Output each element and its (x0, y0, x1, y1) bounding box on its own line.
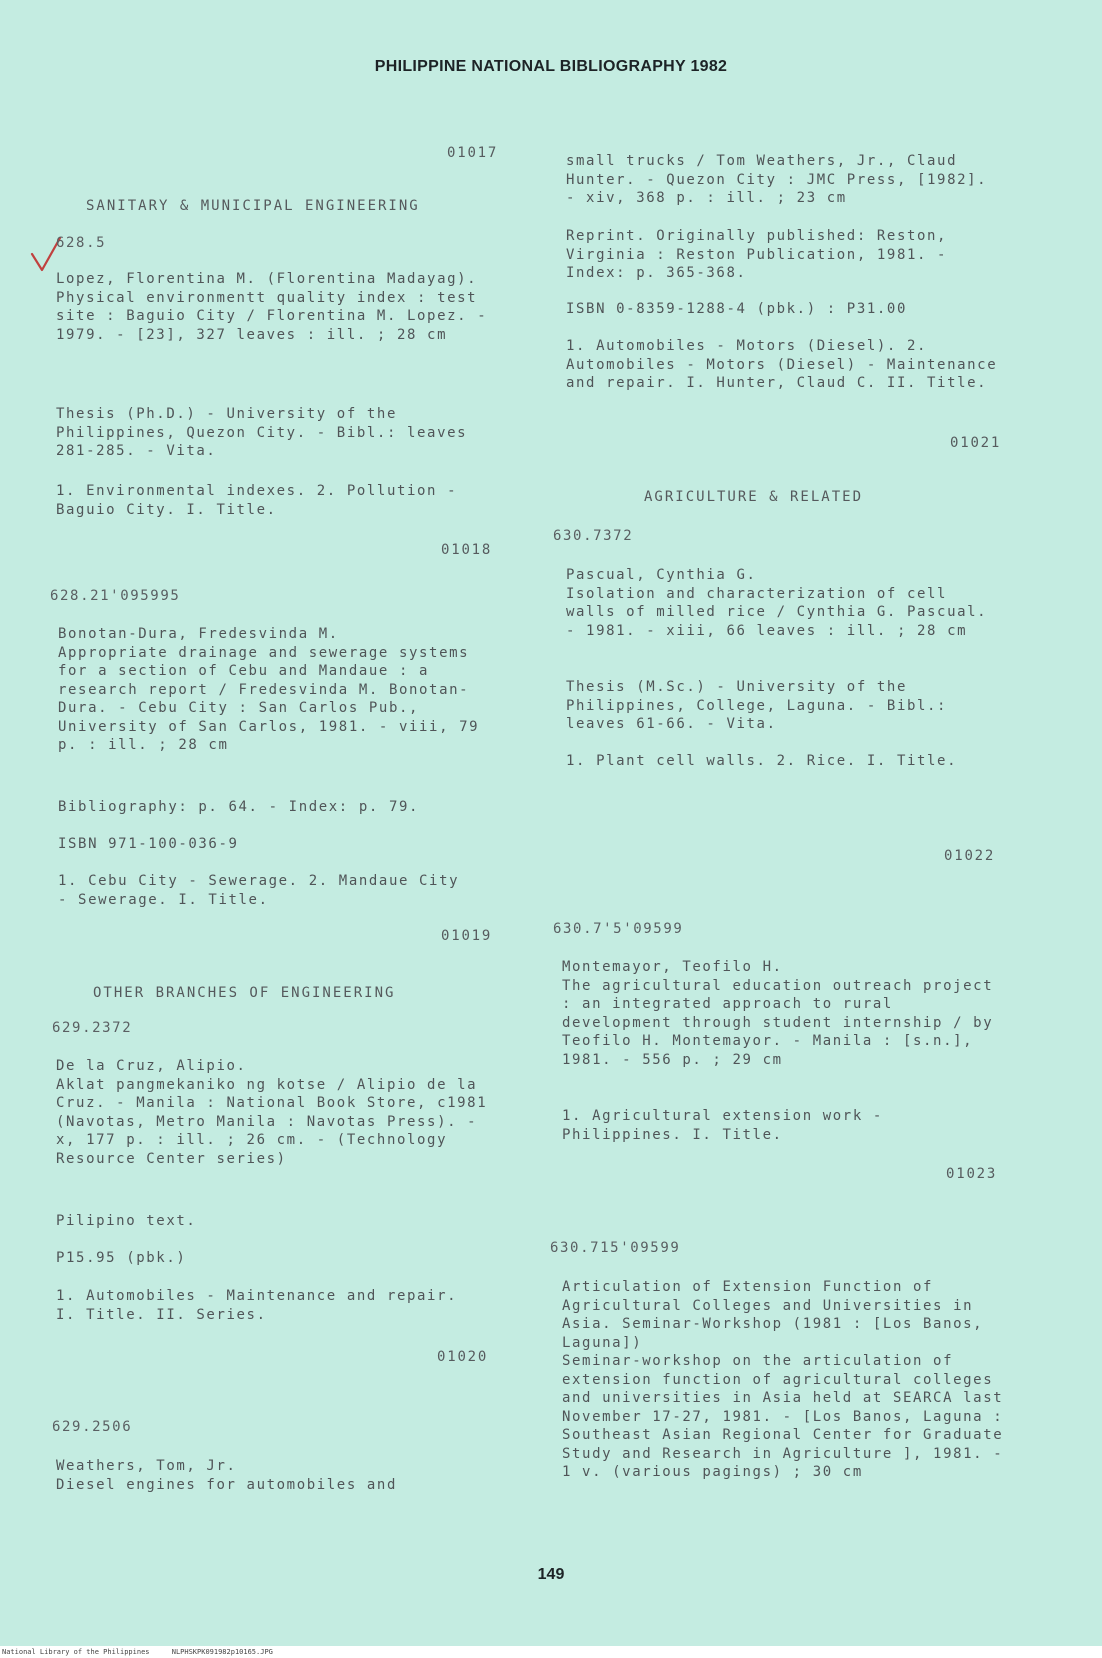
page-title: PHILIPPINE NATIONAL BIBLIOGRAPHY 1982 (374, 58, 728, 75)
class-number: 630.7372 (553, 528, 634, 544)
entry-body: Lopez, Florentina M. (Florentina Madayag). Physical environmentt quality index : test site : Baguio City / Florentina M. Lopez. - 1979. - [23], 327 leaves : ill. ; 28 cm (56, 271, 488, 343)
entry-subjects: 1. Cebu City - Sewerage. 2. Mandaue City - Sewerage. I. Title. (58, 873, 460, 908)
entry-subjects: 1. Agricultural extension work - Philippines. I. Title. (562, 1108, 883, 1143)
section-heading-agriculture: AGRICULTURE & RELATED (644, 489, 864, 505)
entry-subjects: 1. Environmental indexes. 2. Pollution - Baguio City. I. Title. (56, 483, 458, 518)
class-number: 629.2506 (52, 1419, 133, 1435)
entry-subjects: 1. Automobiles - Maintenance and repair. I. Title. II. Series. (56, 1288, 458, 1323)
entry-number-01017: 01017 (447, 145, 499, 161)
entry-note: Reprint. Originally published: Reston, Virginia : Reston Publication, 1981. - Index: p. 365-368. (566, 228, 948, 281)
class-number: 630.7'5'09599 (553, 921, 684, 937)
entry-subjects: 1. Automobiles - Motors (Diesel). 2. Automobiles - Motors (Diesel) - Maintenance and repair. I. Hunter, Claud C. II. Title. (566, 338, 998, 391)
entry-body: Pascual, Cynthia G. Isolation and characterization of cell walls of milled rice / Cynthia G. Pascual. - 1981. - xiii, 66 leaves : ill. ; 28 cm (566, 567, 988, 639)
entry-price: P15.95 (pbk.) (56, 1250, 187, 1266)
entry-number-01021: 01021 (950, 435, 1002, 451)
scan-credit (0, 1646, 1102, 1658)
entry-note: Thesis (M.Sc.) - University of the Philippines, College, Laguna. - Bibl.: leaves 61-66. - Vita. (566, 679, 948, 732)
entry-isbn: ISBN 0-8359-1288-4 (pbk.) : P31.00 (566, 301, 907, 317)
section-heading-other-engineering: OTHER BRANCHES OF ENGINEERING (93, 985, 396, 1001)
class-number: 629.2372 (52, 1020, 133, 1036)
entry-note: Pilipino text. (56, 1213, 197, 1229)
entry-number-01022: 01022 (944, 848, 996, 864)
entry-number-01018: 01018 (441, 542, 493, 558)
entry-isbn: ISBN 971-100-036-9 (58, 836, 239, 852)
class-number: 628.21'095995 (50, 588, 181, 604)
page-number: 149 (537, 1566, 565, 1583)
entry-note: Bibliography: p. 64. - Index: p. 79. (58, 799, 420, 815)
entry-body: Weathers, Tom, Jr. Diesel engines for automobiles and (56, 1458, 397, 1493)
entry-note: Thesis (Ph.D.) - University of the Philippines, Quezon City. - Bibl.: leaves 281-285. - Vita. (56, 406, 468, 459)
class-number: 630.715'09599 (550, 1240, 681, 1256)
entry-body: Bonotan-Dura, Fredesvinda M. Appropriate drainage and sewerage systems for a section of Cebu and Mandaue : a research report / Fredesvinda M. Bonotan-Dura. - Cebu City : San Carlos Pub., University of San Carlos, 1981. - viii, 79 p. : ill. ; 28 cm (58, 626, 480, 753)
entry-body: De la Cruz, Alipio. Aklat pangmekaniko ng kotse / Alipio de la Cruz. - Manila : National Book Store, c1981 (Navotas, Metro Manila : Navotas Press). - x, 177 p. : ill. ; 26 cm. - (Technology Resource Center series) (56, 1058, 488, 1167)
class-number: 628.5 (56, 235, 107, 251)
entry-number-01019: 01019 (441, 928, 493, 944)
entry-body: Montemayor, Teofilo H. The agricultural education outreach project : an integrated approach to rural development through student internship / by Teofilo H. Montemayor. - Manila : [s.n.], 1981. - 556 p. ; 29 cm (562, 959, 994, 1068)
entry-number-01020: 01020 (437, 1349, 489, 1365)
entry-body: small trucks / Tom Weathers, Jr., Claud Hunter. - Quezon City : JMC Press, [1982]. - xiv, 368 p. : ill. ; 23 cm (566, 153, 988, 206)
entry-number-01023: 01023 (946, 1166, 998, 1182)
credit-library: National Library of the Philippines (2, 1648, 150, 1656)
entry-subjects: 1. Plant cell walls. 2. Rice. I. Title. (566, 753, 958, 769)
section-heading-sanitary: SANITARY & MUNICIPAL ENGINEERING (86, 198, 420, 214)
entry-body: Articulation of Extension Function of Agricultural Colleges and Universities in Asia. Seminar-Workshop (1981 : [Los Banos, Laguna]) Seminar-workshop on the articulation of extension function of agricultural colleges and universities in Asia held at SEARCA last November 17-27, 1981. - [Los Banos, Laguna : Southeast Asian Regional Center for Graduate Study and Research in Agriculture ], 1981. - 1 v. (various pagings) ; 30 cm (562, 1279, 1004, 1480)
credit-file: NLPHSKPK091982p10165.JPG (171, 1648, 273, 1656)
